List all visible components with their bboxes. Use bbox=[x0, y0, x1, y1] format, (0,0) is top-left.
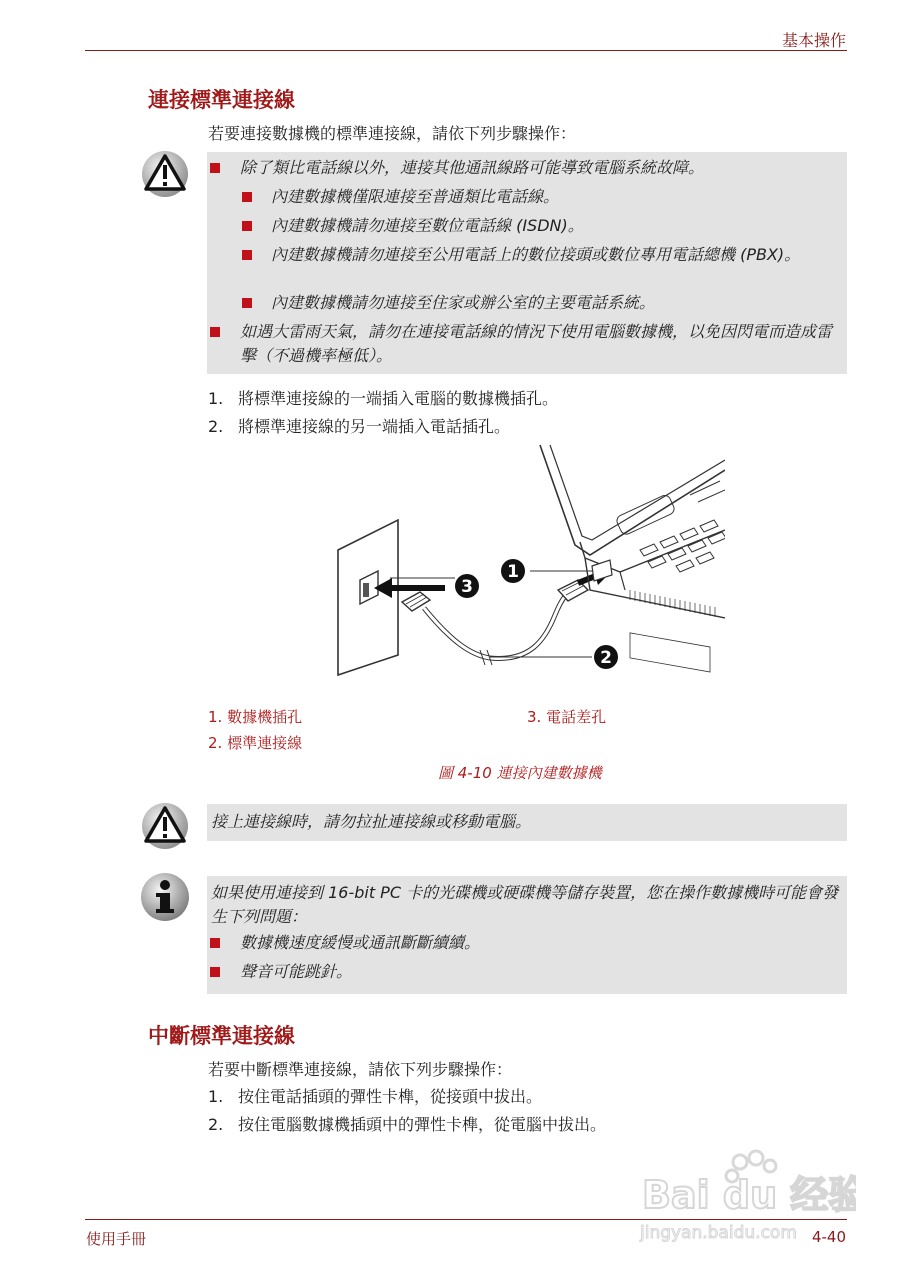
bullet-square bbox=[210, 967, 220, 977]
section-intro-disconnect: 若要中斷標準連接線，請依下列步驟操作： bbox=[208, 1060, 513, 1079]
warning-item-2: 如遇大雷雨天氣，請勿在連接電話線的情況下使用電腦數據機，以免因閃電而造成雷擊（不過機率極低）。 bbox=[240, 322, 833, 365]
callout-2 bbox=[594, 645, 618, 669]
callout-1 bbox=[501, 559, 525, 583]
warning-subitem: 內建數據機請勿連接至住家或辦公室的主要電話系統。 bbox=[271, 293, 656, 312]
warning-item-1: 除了類比電話線以外，連接其他通訊線路可能導致電腦系統故障。 bbox=[240, 158, 705, 177]
bullet-square bbox=[210, 327, 220, 337]
bullet-square bbox=[242, 250, 252, 260]
running-header: 基本操作 bbox=[781, 31, 846, 50]
svg-text:Bai du 经验: Bai du 经验 bbox=[642, 1173, 856, 1217]
step-item: 2. 按住電腦數據機插頭中的彈性卡榫，從電腦中拔出。 bbox=[208, 1115, 607, 1134]
info-icon bbox=[140, 872, 190, 926]
warning-subitem: 內建數據機僅限連接至普通類比電話線。 bbox=[271, 187, 560, 206]
footer-manual-title: 使用手冊 bbox=[86, 1230, 147, 1248]
section-title-connect: 連接標準連接線 bbox=[148, 88, 295, 112]
bullet-square bbox=[210, 938, 220, 948]
laptop-lid bbox=[540, 445, 725, 555]
svg-text:1: 1 bbox=[507, 562, 519, 582]
footer-rule bbox=[85, 1219, 847, 1220]
warning-icon bbox=[140, 150, 190, 202]
legend-item-cable: 2. 標準連接線 bbox=[208, 734, 303, 752]
note-text: 如果使用連接到 16-bit PC 卡的光碟機或硬碟機等儲存裝置，您在操作數據機時可能會發生下列問題： bbox=[211, 883, 839, 926]
caution-text: 接上連接線時，請勿拉扯連接線或移動電腦。 bbox=[211, 812, 532, 831]
modem-connection-illustration bbox=[330, 440, 725, 680]
callout-3 bbox=[455, 574, 479, 598]
bullet-square bbox=[242, 221, 252, 231]
caution-box bbox=[207, 804, 847, 841]
legend-item-modem-port: 1. 數據機插孔 bbox=[208, 708, 303, 726]
note-item: 數據機速度緩慢或通訊斷斷續續。 bbox=[240, 933, 481, 952]
legend-item-phone-jack: 3. 電話差孔 bbox=[527, 708, 607, 726]
laptop-modem-port bbox=[592, 560, 612, 581]
svg-text:jingyan.baidu.com: jingyan.baidu.com bbox=[640, 1223, 797, 1243]
page-number: 4-40 bbox=[811, 1228, 846, 1246]
section-intro-connect: 若要連接數據機的標準連接線，請依下列步驟操作： bbox=[208, 124, 577, 143]
warning-subitem: 內建數據機請勿連接至數位電話線 (ISDN)。 bbox=[271, 216, 584, 235]
warning-subitem: 內建數據機請勿連接至公用電話上的數位接頭或數位專用電話總機 (PBX)。 bbox=[271, 245, 801, 264]
laptop-keyboard bbox=[615, 481, 725, 572]
figure-caption: 圖 4-10 連接內建數據機 bbox=[438, 764, 602, 782]
svg-text:3: 3 bbox=[461, 577, 473, 597]
note-item: 聲音可能跳針。 bbox=[240, 962, 353, 981]
step-item: 1. 將標準連接線的一端插入電腦的數據機插孔。 bbox=[208, 389, 559, 408]
header-rule bbox=[85, 50, 847, 51]
warning-box bbox=[207, 152, 847, 374]
step-item: 1. 按住電話插頭的彈性卡榫，從接頭中拔出。 bbox=[208, 1087, 543, 1106]
note-box bbox=[207, 876, 847, 994]
section-title-disconnect: 中斷標準連接線 bbox=[148, 1024, 295, 1048]
bullet-square bbox=[242, 298, 252, 308]
step-item: 2. 將標準連接線的另一端插入電話插孔。 bbox=[208, 417, 511, 436]
bullet-square bbox=[242, 192, 252, 202]
warning-icon bbox=[140, 802, 190, 854]
bullet-square bbox=[210, 163, 220, 173]
svg-text:2: 2 bbox=[600, 648, 612, 668]
